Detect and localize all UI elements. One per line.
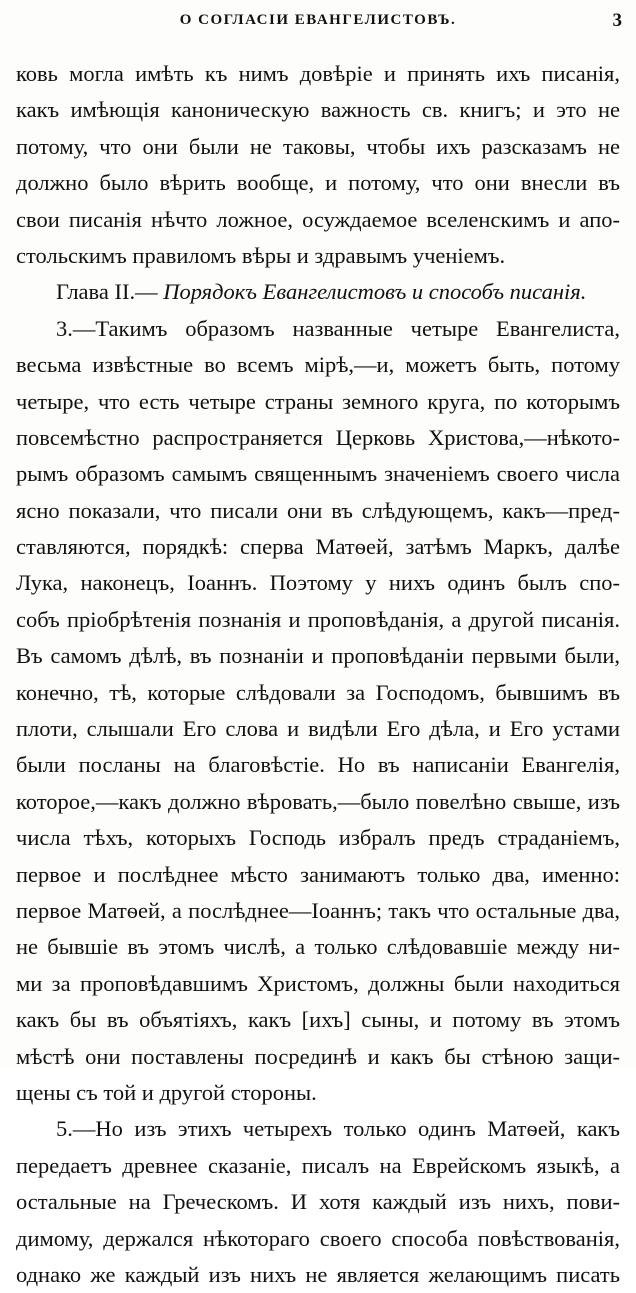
text-line: рымъ образомъ самымъ священнымъ значеніемъ своего числа <box>16 461 620 487</box>
text-line: не бывшіе въ этомъ числѣ, а только слѣдовавшіе между ни- <box>16 934 620 960</box>
text-line: какъ имѣющія каноническую важность св. книгъ; и это не <box>16 97 620 123</box>
text-line: ясно показали, что писали они въ слѣдующемъ, какъ—пред- <box>16 497 620 523</box>
text-line: плоти, слышали Его слова и видѣли Его дѣла, и Его устами <box>16 716 620 742</box>
text-line: которое,—какъ должно вѣровать,—было повелѣно свыше, изъ <box>16 788 620 814</box>
text-line: первое и послѣднее мѣсто занимаютъ только два, именно: <box>16 861 620 887</box>
running-head: О СОГЛАСІИ ЕВАНГЕЛИСТОВЪ. <box>179 12 457 28</box>
text-line: ковь могла имѣть къ нимъ довѣріе и принять ихъ писанія, <box>16 61 620 86</box>
text-line: ставляются, порядкѣ: сперва Матѳей, затѣмъ Маркъ, далѣе <box>16 534 620 560</box>
text-line: первое Матѳей, а послѣднее—Іоаннъ; такъ что остальные два, <box>16 897 620 923</box>
text-line: какъ бы въ объятіяхъ, какъ [ихъ] сыны, и потому въ этомъ <box>16 1007 620 1033</box>
text-line: мѣстѣ они поставлены посрединѣ и какъ бы стѣною защи- <box>16 1043 620 1069</box>
text-line: повсемѣстно распространяется Церковь Христова,—нѣкото- <box>16 424 620 450</box>
text-line: Въ самомъ дѣлѣ, въ познаніи и проповѣданіи первыми были, <box>16 643 620 669</box>
body-text <box>16 56 620 1293</box>
paragraph-start-line: 3.—Такимъ образомъ названные четыре Евангелиста, <box>56 315 620 341</box>
text-line: димому, держался нѣкотораго своего способа повѣствованія, <box>16 1225 620 1251</box>
text-line: весьма извѣстные во всемъ мірѣ,—и, можетъ быть, потому <box>16 352 620 378</box>
text-line: должно было вѣрить вообще, и потому, что они внесли въ <box>16 170 620 196</box>
text-line: стольскимъ правиломъ вѣры и здравымъ ученіемъ. <box>16 242 506 268</box>
chapter-heading <box>16 274 620 310</box>
chapter-label: Глава II.— <box>56 279 158 305</box>
page-header <box>0 10 636 34</box>
chapter-title: Порядокъ Евангелистовъ и способъ писанія. <box>163 279 587 305</box>
text-line: конечно, тѣ, которые слѣдовали за Господомъ, бывшимъ въ <box>16 679 620 705</box>
text-line: собъ пріобрѣтенія познанія и проповѣданія, а другой писанія. <box>16 606 620 632</box>
text-line: свои писанія нѣчто ложное, осуждаемое вселенскимъ и апо- <box>16 206 620 232</box>
page-number: 3 <box>612 10 622 31</box>
paragraph-start-line: 5.—Но изъ этихъ четырехъ только одинъ Матѳей, какъ <box>56 1116 620 1142</box>
text-line: передаетъ древнее сказаніе, писалъ на Еврейскомъ языкѣ, а <box>16 1152 620 1178</box>
text-line: четыре, что есть четыре страны земного круга, по которымъ <box>16 388 620 414</box>
text-line: однако же каждый изъ нихъ не является желающимъ писать <box>16 1261 620 1287</box>
text-line: Лука, наконецъ, Іоаннъ. Поэтому у нихъ одинъ былъ спо- <box>16 570 620 596</box>
text-line: числа тѣхъ, которыхъ Господь избралъ предъ страданіемъ, <box>16 825 620 851</box>
text-line: были посланы на благовѣстіе. Но въ написаніи Евангелія, <box>16 752 620 778</box>
text-line: потому, что они были не таковы, чтобы ихъ разсказамъ не <box>16 133 620 159</box>
text-line: щены съ той и другой стороны. <box>16 1079 317 1105</box>
text-line: остальные на Греческомъ. И хотя каждый изъ нихъ, пови- <box>16 1189 620 1215</box>
text-line: ми за проповѣдавшимъ Христомъ, должны были находиться <box>16 970 620 996</box>
